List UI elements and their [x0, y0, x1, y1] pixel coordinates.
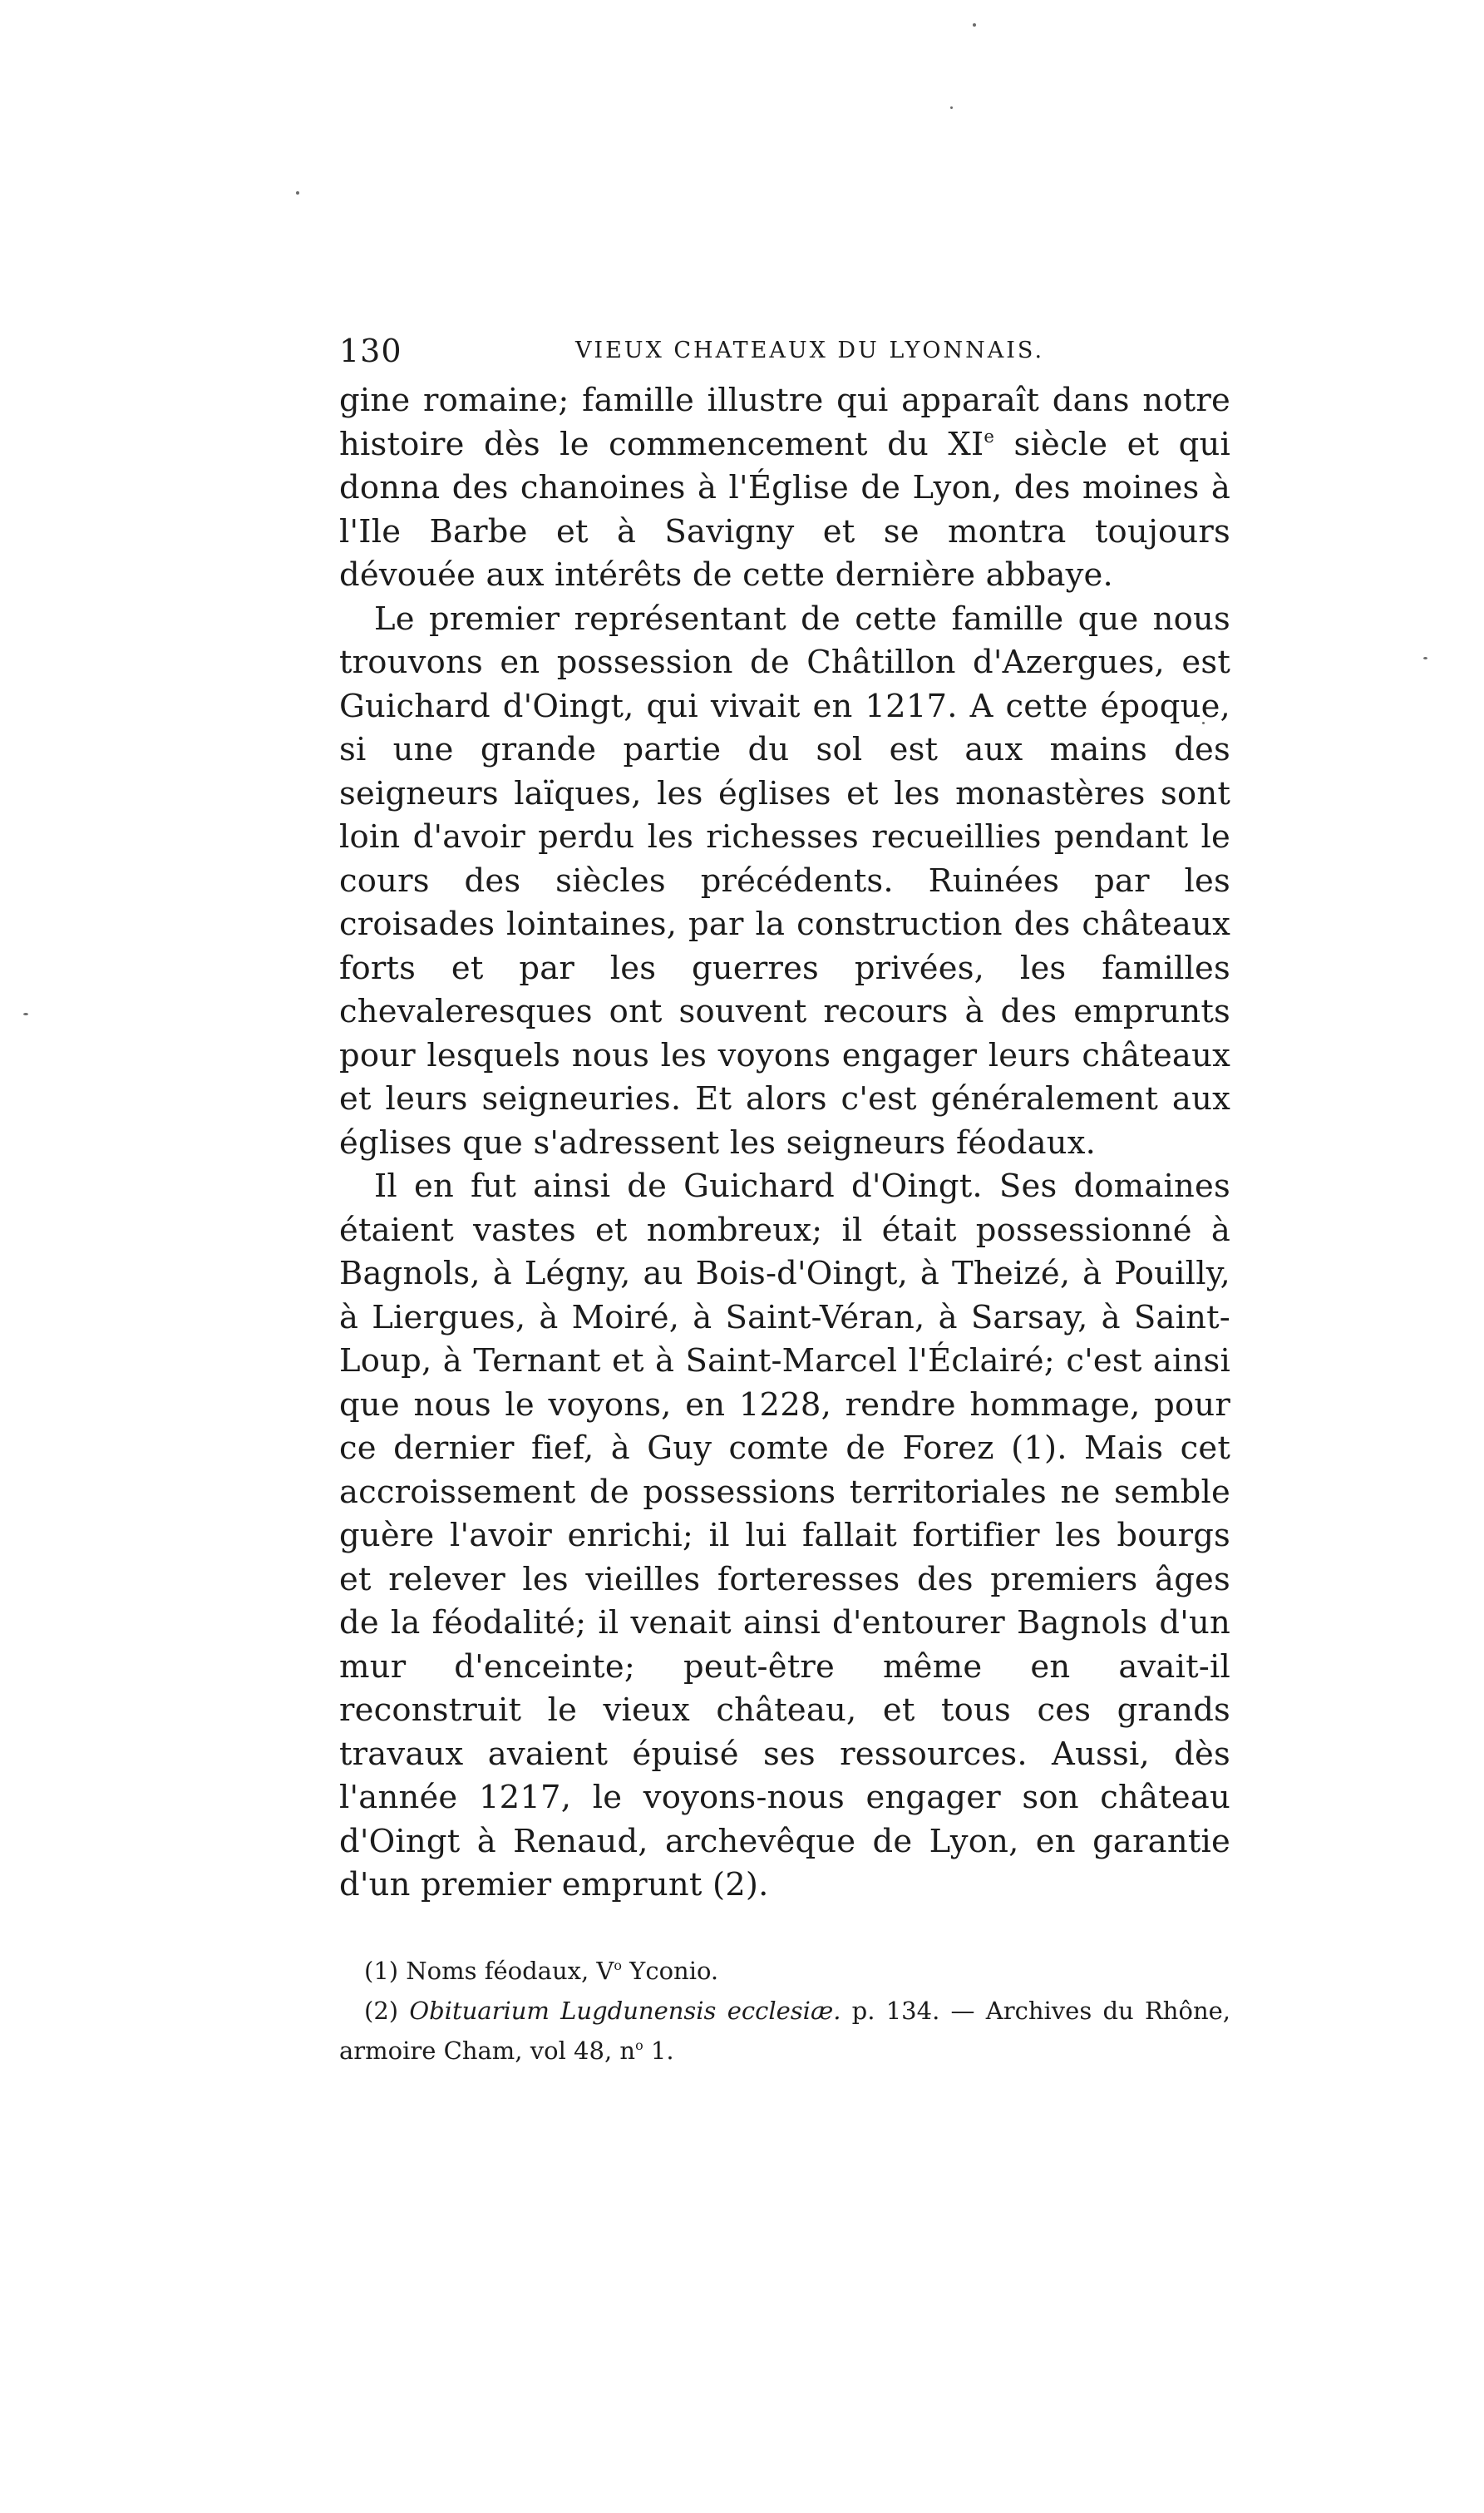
paragraph-3: Il en fut ainsi de Guichard d'Oingt. Ses domaines étaient vastes et nombreux; il était possessionné à Bagnols, à Légny, au Bois-d'Oingt, à Theizé, à Pouilly, à Liergues, à Moiré, à Saint-Véran, à Sarsay, à Saint-Loup, à Ternant et à Saint-Marcel l'Éclairé; c'est ainsi que nous le voyons, en 1228, rendre hommage, pour ce dernier fief, à Guy comte de Forez (1). Mais cet accroissement de possessions territoriales ne semble guère l'avoir enrichi; il lui fallait fortifier les bourgs et relever les vieilles forteresses des premiers âges de la féodalité; il venait ainsi d'entourer Bagnols d'un mur d'enceinte; peut-être même en avait-il reconstruit le vieux château, et tous ces grands travaux avaient épuisé ses ressources. Aussi, dès l'année 1217, le voyons-nous engager son château d'Oingt à Renaud, archevêque de Lyon, en garantie d'un premier emprunt (2).	[339, 1168, 1230, 1903]
footnote-1	[339, 1951, 1230, 1991]
footnote-2-title: Obituarium Lugdunensis ecclesiæ.	[409, 1996, 841, 2025]
footnote-1-rest: Yconio.	[621, 1956, 719, 1985]
book-page	[339, 326, 1230, 2071]
footnote-2-superscript: o	[635, 2037, 643, 2053]
century-superscript: e	[984, 425, 995, 447]
running-head	[339, 326, 1230, 376]
paragraph-1-text: gine romaine; famille illustre qui apparaît dans notre histoire dès le commencement du	[339, 382, 1230, 463]
page-number: 130	[339, 333, 402, 369]
scan-speck	[973, 23, 976, 27]
scan-speck	[1423, 657, 1427, 659]
footnote-2-end: 1.	[643, 2036, 674, 2065]
footnote-2	[339, 1991, 1230, 2071]
scan-speck	[950, 106, 953, 109]
paragraph-1-rest: siècle et qui donna des chanoines à l'Église de Lyon, des moines à l'Ile Barbe et à Savigny et se montra toujours dévouée aux intérêts de cette dernière abbaye.	[339, 425, 1231, 594]
footnote-1-text: (1) Noms féodaux, V	[364, 1956, 614, 1985]
footnote-2-text: p. 134. — Archives du Rhône, armoire Cham, vol 48, n	[339, 1996, 1231, 2065]
footnote-2-number: (2)	[364, 1996, 410, 2025]
paragraph-2: Le premier représentant de cette famille que nous trouvons en possession de Châtillon d'Azergues, est Guichard d'Oingt, qui vivait en 1217. A cette époque, si une grande partie du sol est aux mains des seigneurs laïques, les églises et les monastères sont loin d'avoir perdu les richesses recueillies pendant le cours des siècles précédents. Ruinées par les croisades lointaines, par la construction des châteaux forts et par les guerres privées, les familles chevaleresques ont souvent recours à des emprunts pour lesquels nous les voyons engager leurs châteaux et leurs seigneuries. Et alors c'est généralement aux églises que s'adressent les seigneurs féodaux.	[339, 600, 1230, 1162]
scan-speck	[23, 1013, 28, 1015]
body-text	[339, 379, 1230, 1908]
running-title: VIEUX CHATEAUX DU LYONNAIS.	[574, 338, 1045, 363]
footnote-1-superscript: o	[614, 1957, 622, 1973]
scan-speck	[296, 191, 299, 195]
footnotes	[339, 1951, 1230, 2071]
century-numeral: XI	[948, 425, 984, 463]
paragraph-1	[339, 379, 1230, 598]
